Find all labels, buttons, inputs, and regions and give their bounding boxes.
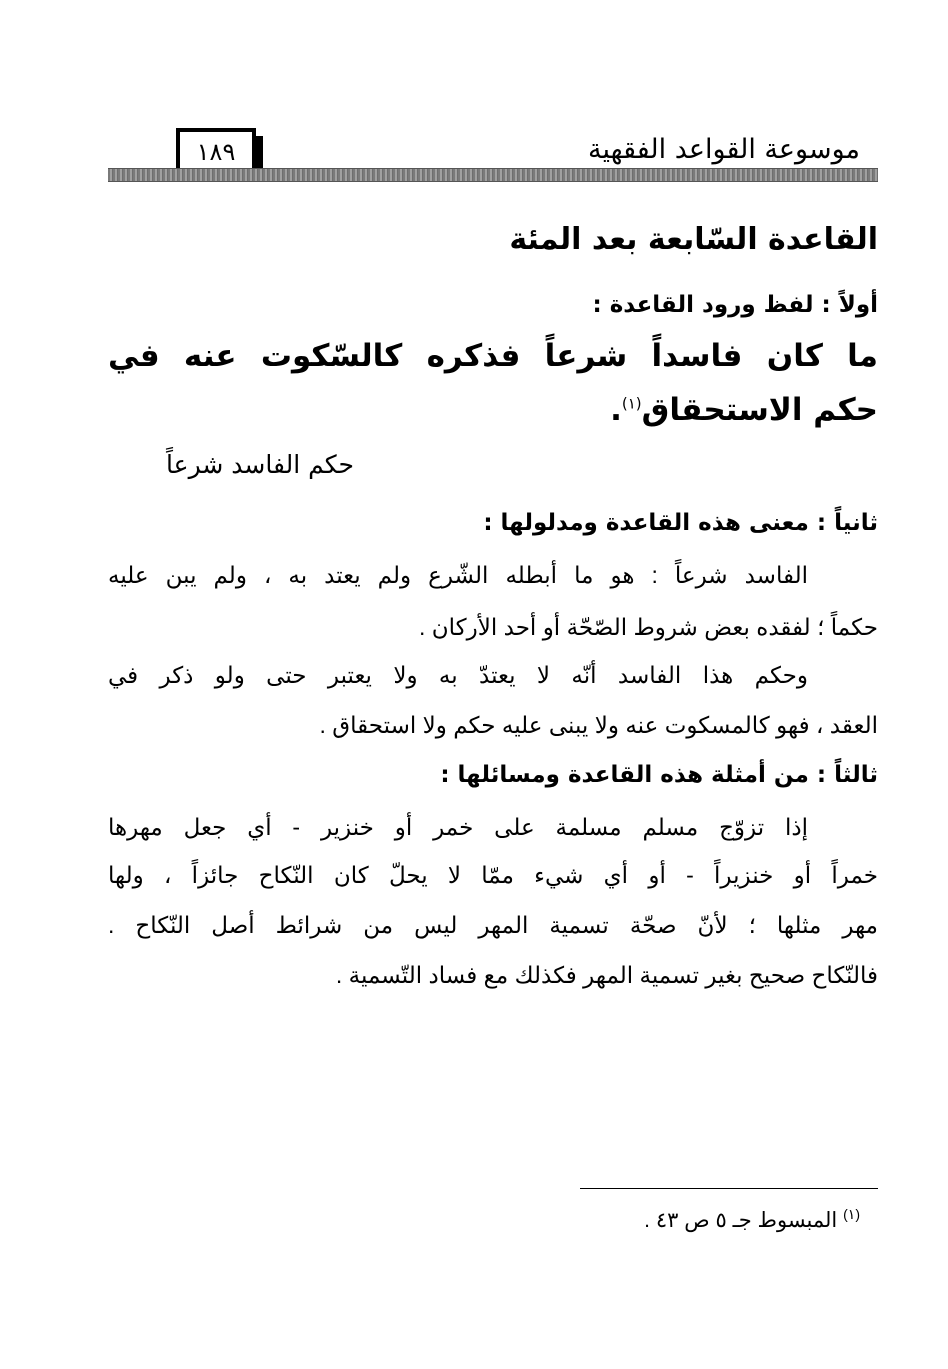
rule-text-line-1: ما كان فاسداً شرعاً فذكره كالسّكوت عنه في — [108, 338, 878, 374]
rule-text-line-2-end: . — [610, 392, 622, 428]
header-divider — [108, 168, 878, 182]
section3-para1-line2: خمراً أو خنزيراً - أو أي شيء ممّا لا يحلّ كان النّكاح جائزاً ، ولها — [108, 862, 878, 888]
footnote-reference: (١) — [621, 394, 642, 413]
section2-title: ثانياً : معنى هذه القاعدة ومدلولها : — [483, 510, 878, 536]
section2-para1-line2: حكماً ؛ لفقده بعض شروط الصّحّة أو أحد الأركان . — [418, 614, 878, 640]
section3-title: ثالثاً : من أمثلة هذه القاعدة ومسائلها : — [440, 762, 878, 788]
rule-caption: حكم الفاسد شرعاً — [166, 450, 354, 479]
page-number: ١٨٩ — [176, 128, 256, 172]
section3-para1-line4: فالنّكاح صحيح بغير تسمية المهر فكذلك مع فساد التّسمية . — [335, 962, 878, 988]
section1-title: أولاً : لفظ ورود القاعدة : — [592, 292, 878, 318]
rule-text-line-2 — [610, 392, 878, 428]
section2-para2-line2: العقد ، فهو كالمسكوت عنه ولا يبنى عليه حكم ولا استحقاق . — [319, 712, 878, 738]
section3-para1-line1: إذا تزوّج مسلم مسلمة على خمر أو خنزير - أي جعل مهرها — [108, 814, 808, 840]
section2-para2-line1: وحكم هذا الفاسد أنّه لا يعتدّ به ولا يعتبر حتى ولو ذكر في — [108, 662, 808, 688]
footnote — [644, 1206, 860, 1233]
section2-para1-line1: الفاسد شرعاً : هو ما أبطله الشّرع ولم يعتد به ، ولم يبن عليه — [108, 562, 808, 588]
section3-para1-line3: مهر مثلها ؛ لأنّ صحّة تسمية المهر ليس من شرائط أصل النّكاح . — [108, 912, 878, 938]
footnote-divider — [580, 1188, 878, 1189]
footnote-text: المبسوط جـ ٥ ص ٤٣ . — [644, 1209, 838, 1232]
book-title: موسوعة القواعد الفقهية — [588, 134, 860, 165]
rule-text-line-2-body: حكم الاستحقاق — [641, 392, 878, 428]
footnote-marker: (١) — [843, 1206, 860, 1222]
rule-heading: القاعدة السّابعة بعد المئة — [509, 222, 878, 257]
